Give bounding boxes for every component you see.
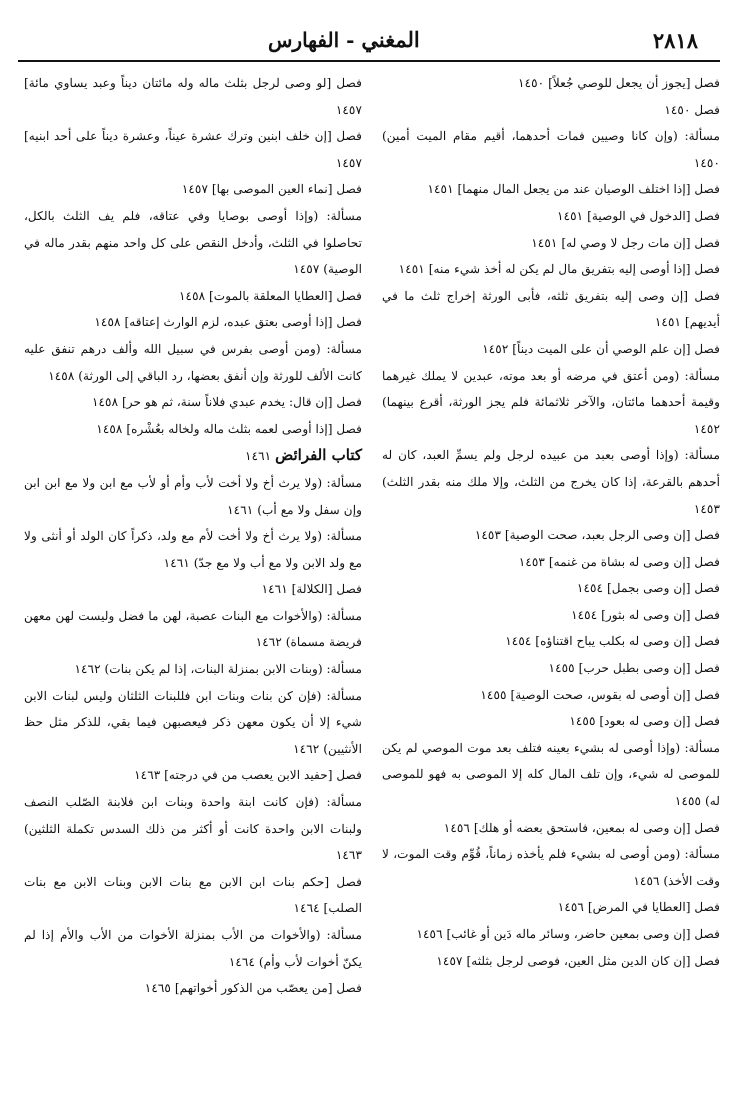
index-entry: فصل [إن علم الوصي أن على الميت ديناً] ١٤٥٢ [482, 341, 720, 356]
index-entry: مسألة: (والأخوات من الأب بمنزلة الأخوات من الأب والأم إذا لم يكنّ أخوات لأب وأم) ١٤٦٤ [24, 928, 362, 969]
index-entry: فصل [إن وصى له بعود] ١٤٥٥ [569, 714, 720, 729]
index-entry: فصل [حفيد الابن يعصب من في درجته] ١٤٦٣ [134, 768, 362, 783]
index-entry: مسألة: (ولا يرث أخ ولا أخت لأب وأم أو لأب مع ابن ولا مع ابن ابن وإن سفل ولا مع أب) ١٤٦١ [24, 475, 362, 517]
page-header [18, 26, 720, 62]
index-entry: فصل [إن مات رجل لا وصي له] ١٤٥١ [531, 235, 720, 250]
index-entry: مسألة: (ومن أعتق في مرضه أو بعد موته، عبدين لا يملك غيرهما وقيمة أحدهما مائتان، والآخر ثلاثمائة فلم يجز الورثة، أقرع بينهما) ١٤٥٢ [382, 368, 720, 436]
index-entry: مسألة: (فإن كانت ابنة واحدة وبنات ابن فلابنة الصّلب النصف ولبنات الابن واحدة كانت أو أكثر من ذلك السدس تكملة الثلثين) ١٤٦٣ [24, 795, 362, 863]
chapter-heading [24, 442, 362, 470]
page [18, 26, 720, 1086]
index-entry: فصل [إن وصى بجمل] ١٤٥٤ [576, 581, 720, 596]
index-entry: فصل [إن وصى بمعين حاضر، وسائر ماله دَين أو غائب] ١٤٥٦ [416, 927, 720, 941]
chapter-page: ١٤٦١ [245, 449, 276, 464]
index-entry: مسألة: (فإن كن بنات وبنات ابن فللبنات الثلثان وليس لبنات الابن شيء إلا أن يكون معهن ذكر فيعصبهن فيما بقي، للذكر مثل حظ الأنثيين) ١٤٦٢ [24, 688, 362, 756]
index-entry: فصل [إن خلف ابنين وترك عشرة عيناً، وعشرة ديناً على أحد ابنيه] ١٤٥٧ [24, 129, 362, 170]
chapter-title: كتاب الفرائض [275, 446, 362, 465]
index-entry: فصل [الكلالة] ١٤٦١ [261, 582, 362, 597]
index-entry: مسألة: (وبنات الابن بمنزلة البنات، إذا لم يكن بنات) ١٤٦٢ [74, 662, 362, 677]
index-entry: فصل [إذا أوصى لعمه بثلث ماله ولخاله بعُشْره] ١٤٥٨ [96, 421, 362, 436]
index-entry: فصل [إن وصى له بثور] ١٤٥٤ [571, 607, 720, 622]
index-entry: فصل ١٤٥٠ [664, 102, 720, 117]
book-title: المغني [361, 27, 420, 52]
index-entry: فصل [إن وصى بطبل حرب] ١٤٥٥ [548, 661, 720, 676]
index-entry: فصل [العطايا في المرض] ١٤٥٦ [557, 900, 720, 915]
index-entry: فصل [إذا أوصى إليه بتفريق مال لم يكن له أخذ شيء منه] ١٤٥١ [398, 262, 720, 277]
index-entry: فصل [إن قال: يخدم عبدي فلاناً سنة، ثم هو حر] ١٤٥٨ [91, 395, 362, 410]
running-title [268, 27, 420, 52]
index-entry: مسألة: (ومن أوصى بفرس في سبيل الله وألف درهم تنفق عليه كانت الألف للورثة وإن أنفق بعضها، رد الباقي إلى الورثة) ١٤٥٨ [24, 341, 362, 383]
index-entry: فصل [إذا أوصى بعتق عبده، لزم الوارث إعتاقه] ١٤٥٨ [94, 315, 362, 330]
index-entry: فصل [إن كان الدين مثل العين، فوصى لرجل بثلثه] ١٤٥٧ [436, 953, 720, 968]
index-entry: فصل [إن وصى الرجل بعبد، صحت الوصية] ١٤٥٣ [474, 528, 720, 543]
index-entry: فصل [إن وصى له بمعين، فاستحق بعضه أو هلك] ١٤٥٦ [443, 820, 720, 835]
index-entry: فصل [نماء العين الموصى بها] ١٤٥٧ [181, 182, 362, 197]
index-entry: فصل [إذا اختلف الوصيان عند من يجعل المال منهما] ١٤٥١ [427, 182, 720, 197]
index-entry: فصل [يجوز أن يجعل للوصي جُعلاً] ١٤٥٠ [518, 76, 720, 90]
index-columns [18, 70, 720, 1080]
section-title: الفهارس [268, 28, 340, 52]
index-entry: مسألة: (وإذا أوصى بعبد من عبيده لرجل ولم يسمِّ العبد، كان له أحدهم بالقرعة، إذا كان يخرج من الثلث، وإلا ملك منه بقدر الثلث) ١٤٥٣ [382, 448, 720, 516]
page-number: ٢٨١٨ [652, 28, 698, 53]
index-entry: فصل [الدخول في الوصية] ١٤٥١ [557, 208, 720, 223]
index-entry: مسألة: (وإذا أوصى له بشيء بعينه فتلف بعد موت الموصي لم يكن للموصى له شيء، وإن تلف المال كله إلا الموصى به فهو للموصى له) ١٤٥٥ [382, 740, 720, 809]
index-entry: مسألة: (والأخوات مع البنات عصبة، لهن ما فضل وليست لهن معهن فريضة مسماة) ١٤٦٢ [24, 608, 362, 650]
index-entry: فصل [إن وصى له بكلب يباح اقتناؤه] ١٤٥٤ [505, 634, 720, 649]
index-entry: مسألة: (ومن أوصى له بشيء فلم يأخذه زماناً، قُوِّم وقت الموت، لا وقت الأخذ) ١٤٥٦ [382, 847, 720, 888]
index-entry: فصل [من يعصّب من الذكور أخواتهم] ١٤٦٥ [144, 981, 362, 996]
index-entry: مسألة: (ولا يرث أخ ولا أخت لأم مع ولد، ذكراً كان الولد أو أنثى ولا مع ولد الابن ولا مع أب ولا مع جدّ) ١٤٦١ [24, 529, 362, 570]
index-entry: مسألة: (وإن كانا وصيين فمات أحدهما، أقيم مقام الميت أمين) ١٤٥٠ [382, 129, 720, 170]
title-separator: - [339, 28, 362, 52]
index-entry: فصل [لو وصى لرجل بثلث ماله وله مائتان ديناً وعبد يساوي مائة] ١٤٥٧ [24, 76, 362, 117]
index-entry: فصل [حكم بنات ابن الابن مع بنات الابن وبنات الابن مع بنات الصلب] ١٤٦٤ [24, 874, 362, 916]
right-column [382, 70, 720, 974]
left-column [24, 70, 362, 1002]
index-entry: فصل [العطايا المعلقة بالموت] ١٤٥٨ [178, 288, 362, 303]
index-entry: فصل [إن وصى له بشاة من غنمه] ١٤٥٣ [518, 554, 720, 569]
index-entry: فصل [إن وصى إليه بتفريق ثلثه، فأبى الورثة إخراج ثلث ما في أيديهم] ١٤٥١ [382, 288, 720, 330]
index-entry: مسألة: (وإذا أوصى بوصايا وفي عتاقه، فلم يف الثلث بالكل، تحاصلوا في الثلث، وأدخل النقص على كل واحد منهم بقدر ماله في الوصية) ١٤٥٧ [24, 208, 362, 277]
index-entry: فصل [إن أوصى له بقوس، صحت الوصية] ١٤٥٥ [480, 687, 720, 702]
